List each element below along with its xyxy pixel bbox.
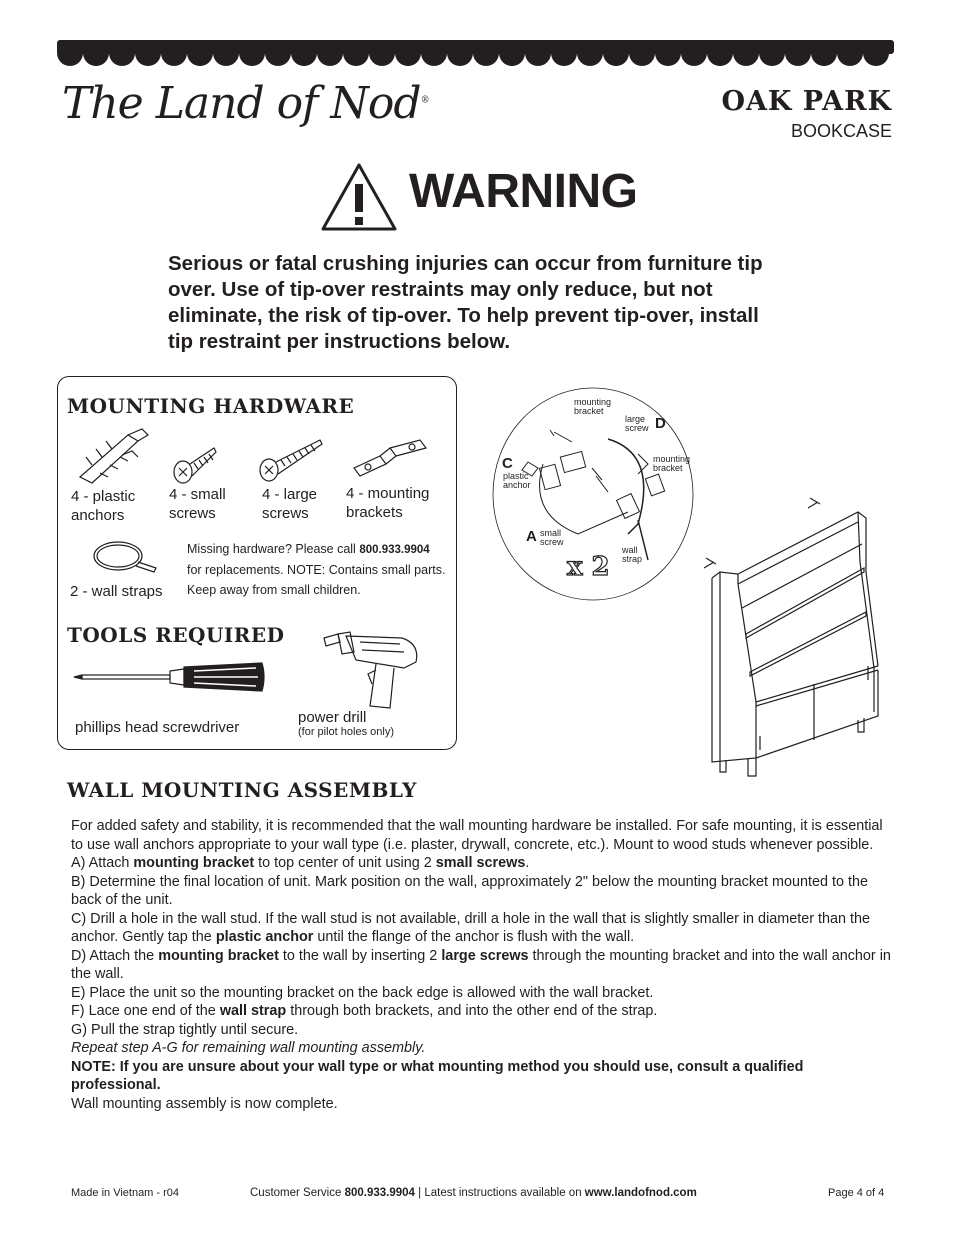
scallop (707, 40, 733, 66)
scallop (57, 40, 83, 66)
wall-mounting-assembly-title: WALL MOUNTING ASSEMBLY (67, 778, 417, 802)
power-drill-icon (316, 628, 426, 710)
scallop (291, 40, 317, 66)
missing-hardware-phone: 800.933.9904 (359, 544, 430, 556)
step-b: B) Determine the final location of unit. Mark position on the wall, approximately 2" below the mounting bracket mounted to the back of the unit. (71, 873, 869, 908)
scallop (499, 40, 525, 66)
diagram-label-wall-strap: wall strap (622, 545, 643, 564)
screwdriver-icon (72, 657, 268, 697)
scallop (525, 40, 551, 66)
scallop (213, 40, 239, 66)
mounting-brackets-label: 4 - mounting brackets (346, 485, 430, 521)
large-screws-label: 4 - large screws (262, 486, 318, 522)
mounting-bracket-icon (350, 438, 430, 482)
safety-note: NOTE: If you are unsure about your wall type or what mounting method you should use, consult a qualified professional. (71, 1058, 804, 1093)
step-d: D) Attach the mounting bracket to the wall by inserting 2 large screws through the mounting bracket and into the wall anchor in the wall. (71, 947, 891, 982)
bookcase-illustration (698, 482, 898, 782)
screwdriver-label: phillips head screwdriver (75, 719, 240, 736)
footer-origin: Made in Vietnam - r04 (71, 1187, 180, 1199)
scallop (317, 40, 343, 66)
diagram-label-mounting-bracket-right: mounting bracket (653, 454, 691, 473)
small-screws-label: 4 - small screws (169, 486, 226, 522)
scallop (863, 40, 889, 66)
product-subtitle: BOOKCASE (790, 121, 892, 141)
diagram-letter-a: A (526, 528, 537, 545)
tools-required-title: TOOLS REQUIRED (67, 623, 285, 647)
step-a: A) Attach mounting bracket to top center of unit using 2 small screws. (71, 855, 530, 871)
scallop (629, 40, 655, 66)
scallop (421, 40, 447, 66)
power-drill-label: power drill (298, 709, 367, 726)
scallop (135, 40, 161, 66)
scallop (577, 40, 603, 66)
warning-body: Serious or fatal crushing injuries can occur from furniture tip over. Use of tip-over restraints may only reduce, but not eliminate, the risk of tip-over. To help prevent tip-over, install tip restraint per instructions below. (168, 252, 763, 353)
power-drill-note: (for pilot holes only) (298, 726, 394, 738)
completion-note: Wall mounting assembly is now complete. (71, 1095, 338, 1112)
scallop (655, 40, 681, 66)
scallop (603, 40, 629, 66)
scallop (785, 40, 811, 66)
diagram-multiplier: x 2 (567, 552, 610, 582)
mounting-hardware-title: MOUNTING HARDWARE (67, 394, 355, 418)
brand-logo: The Land of Nod® (62, 78, 429, 129)
product-title: OAK PARK (721, 86, 892, 117)
scallop (369, 40, 395, 66)
scallop (551, 40, 577, 66)
scallop (681, 40, 707, 66)
large-screw-icon (256, 436, 326, 486)
step-c: C) Drill a hole in the wall stud. If the wall stud is not available, drill a hole in the wall that is slightly smaller in diameter than the anchor. Gently tap the plastic anchor until the flange of the anchor is flush with the wall. (71, 910, 871, 945)
scallop (83, 40, 109, 66)
assembly-instructions (71, 817, 891, 1113)
plastic-anchor-icon (72, 425, 152, 487)
scallop (733, 40, 759, 66)
wall-straps-label: 2 - wall straps (70, 583, 163, 600)
scallop (265, 40, 291, 66)
diagram-label-plastic-anchor: plastic anchor (503, 471, 531, 490)
scallop (473, 40, 499, 66)
scallop (395, 40, 421, 66)
scallop (187, 40, 213, 66)
scallop (239, 40, 265, 66)
diagram-label-mounting-bracket-top: mounting bracket (574, 397, 612, 416)
scallop (109, 40, 135, 66)
diagram-label-small-screw: small screw (540, 528, 564, 547)
step-g: G) Pull the strap tightly until secure. (71, 1021, 299, 1038)
wall-strap-icon (90, 536, 160, 576)
footer-url-link[interactable]: www.landofnod.com (584, 1187, 697, 1199)
scallop (759, 40, 785, 66)
scalloped-border (57, 40, 894, 66)
scallop (447, 40, 473, 66)
plastic-anchors-label: 4 - plastic anchors (71, 488, 136, 524)
step-f: F) Lace one end of the wall strap through both brackets, and into the other end of the strap. (71, 1003, 658, 1019)
step-e: E) Place the unit so the mounting bracket on the back edge is allowed with the wall bracket. (71, 984, 654, 1001)
scallop (161, 40, 187, 66)
diagram-letter-d: D (655, 415, 666, 432)
scallop (837, 40, 863, 66)
small-screw-icon (170, 442, 220, 488)
warning-title: WARNING (409, 165, 638, 218)
footer-customer-service: Customer Service 800.933.9904 | Latest instructions available on www.landofnod.com (250, 1187, 697, 1199)
scallop (811, 40, 837, 66)
scallop (343, 40, 369, 66)
assembly-intro: For added safety and stability, it is recommended that the wall mounting hardware be installed. For safe mounting, it is essential to use wall anchors appropriate to your wall type (i.e. plaster, drywall, concrete, etc.). Mount to wood studs whenever possible. (71, 818, 883, 853)
missing-hardware-note: Missing hardware? Please call 800.933.9904 for replacements. NOTE: Contains small parts. Keep away from small children. (187, 542, 446, 597)
footer-page-number: Page 4 of 4 (828, 1187, 885, 1199)
diagram-letter-c: C (502, 455, 513, 472)
diagram-label-large-screw: large screw (625, 414, 649, 433)
warning-triangle-icon (320, 162, 398, 232)
repeat-note: Repeat step A-G for remaining wall mounting assembly. (71, 1040, 426, 1056)
